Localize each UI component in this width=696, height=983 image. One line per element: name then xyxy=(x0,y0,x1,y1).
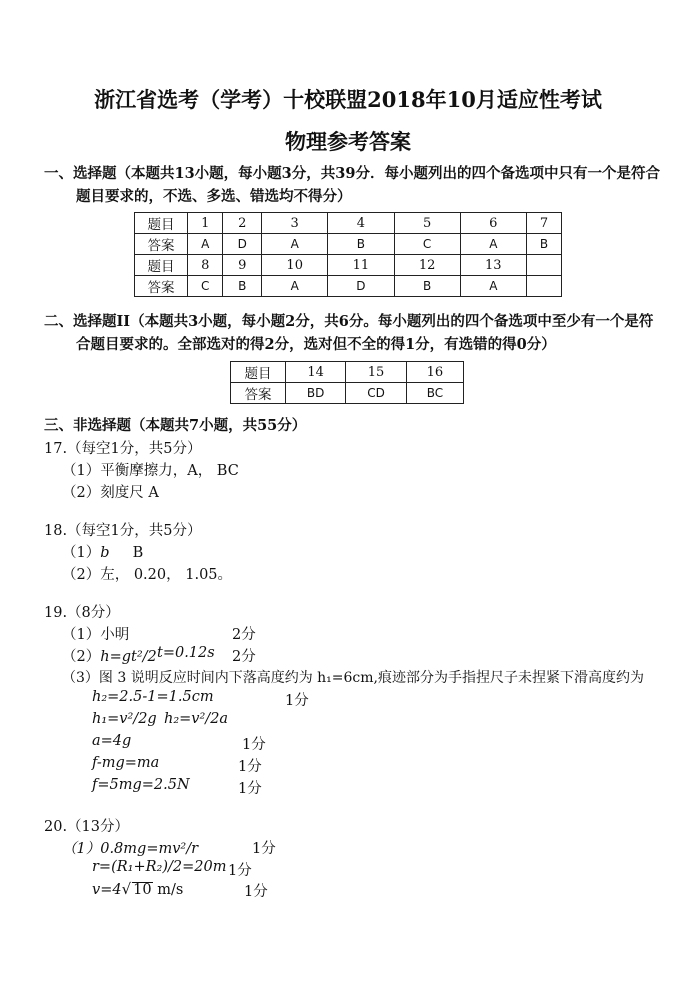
q20-line3-score: 1分 xyxy=(244,884,268,900)
q19-formula-h: h=gt²/2 xyxy=(100,649,157,665)
answer-cell: B xyxy=(328,234,394,255)
question-number: 9 xyxy=(223,255,262,276)
question-number: 5 xyxy=(394,213,460,234)
question-number: 10 xyxy=(262,255,328,276)
answer-cell: A xyxy=(262,234,328,255)
section2-line2: 合题目要求的。全部选对的得2分，选对但不全的得1分，有选错的得0分） xyxy=(76,336,556,353)
table-row xyxy=(135,276,562,297)
q19-line5b xyxy=(164,711,228,727)
section3-heading: 三、非选择题（本题共7小题，共55分） xyxy=(44,417,307,434)
question-number: 6 xyxy=(460,213,526,234)
answer-cell: CD xyxy=(346,383,407,404)
q20-line2-text: r=(R₁+R₂)/2=20m xyxy=(92,859,227,875)
question-number: 7 xyxy=(526,213,561,234)
answer-cell: B xyxy=(526,234,561,255)
q19-line3: （3）图 3 说明反应时间内下落高度约为 h₁=6cm,痕迹部分为手指捏尺子未捏紧下滑高度约为 xyxy=(62,670,644,686)
answer-cell: BC xyxy=(406,383,463,404)
answer-cell xyxy=(526,276,561,297)
table-row xyxy=(135,213,562,234)
question-number: 1 xyxy=(188,213,223,234)
question-number: 2 xyxy=(223,213,262,234)
q18-line2: （2）左， 0.20， 1.05。 xyxy=(62,567,233,583)
q19-line8-text: f=5mg=2.5N xyxy=(92,777,190,793)
q18-line1-answer: B xyxy=(109,545,144,561)
q19-line5a-text: h₁=v²/2g xyxy=(92,711,157,727)
question-number: 11 xyxy=(328,255,394,276)
row-label: 答案 xyxy=(135,276,188,297)
q19-line5b-text: h₂=v²/2a xyxy=(164,711,229,727)
q18-head: 18.（每空1分，共5分） xyxy=(44,523,202,539)
q19-line1: （1）小明 xyxy=(62,627,130,643)
sqrt-icon: √ xyxy=(121,880,132,898)
answer-cell: C xyxy=(394,234,460,255)
q19-line2-score: 2分 xyxy=(232,649,256,665)
answer-table-1 xyxy=(134,212,562,297)
table-row xyxy=(231,383,464,404)
q20-line2-score: 1分 xyxy=(228,863,252,879)
q19-line7 xyxy=(92,755,159,771)
q19-line4 xyxy=(92,689,214,705)
answer-cell: A xyxy=(188,234,223,255)
q20-line2 xyxy=(92,859,226,875)
question-number: 8 xyxy=(188,255,223,276)
q18-line1 xyxy=(62,541,143,562)
q20-line3 xyxy=(92,880,183,898)
q19-formula-t-text: t=0.12s xyxy=(157,645,215,661)
q18-line1-prefix: （1） xyxy=(62,545,101,561)
section1-line2: 题目要求的，不选、多选、错选均不得分） xyxy=(76,188,352,205)
q19-line6-text: a=4g xyxy=(92,733,132,749)
answer-cell: BD xyxy=(286,383,346,404)
row-label: 题目 xyxy=(135,213,188,234)
table-row xyxy=(135,255,562,276)
document-title: 浙江省选考（学考）十校联盟2018年10月适应性考试 xyxy=(94,87,602,112)
answer-cell: A xyxy=(262,276,328,297)
q20-line3-unit: m/s xyxy=(152,882,184,898)
question-number: 14 xyxy=(286,362,346,383)
q17-line1: （1）平衡摩擦力，A， BC xyxy=(62,463,239,479)
q19-formula-t xyxy=(157,645,215,661)
q19-line2 xyxy=(62,645,157,666)
q19-line2-prefix: （2） xyxy=(62,649,101,665)
question-number: 16 xyxy=(406,362,463,383)
q19-head: 19.（8分） xyxy=(44,605,120,621)
q19-line1-score: 2分 xyxy=(232,627,256,643)
answer-cell: A xyxy=(460,234,526,255)
q19-line8-score: 1分 xyxy=(238,781,262,797)
answer-cell: C xyxy=(188,276,223,297)
q19-line6-score: 1分 xyxy=(242,737,266,753)
section2-line1: 二、选择题II（本题共3小题，每小题2分，共6分。每小题列出的四个备选项中至少有一个是符 xyxy=(44,313,654,330)
q19-line5a xyxy=(92,711,157,727)
answer-table-2 xyxy=(230,361,464,404)
row-label: 题目 xyxy=(135,255,188,276)
q19-line6 xyxy=(92,733,131,749)
row-label: 答案 xyxy=(135,234,188,255)
answer-cell: A xyxy=(460,276,526,297)
q20-line1 xyxy=(62,837,198,858)
q19-line8 xyxy=(92,777,190,793)
document-subtitle: 物理参考答案 xyxy=(285,129,411,154)
question-number: 4 xyxy=(328,213,394,234)
question-number: 13 xyxy=(460,255,526,276)
q20-line3-prefix: v=4 xyxy=(92,882,122,898)
q19-line7-text: f-mg=ma xyxy=(92,755,160,771)
q18-line1-var: b xyxy=(100,545,110,561)
question-number xyxy=(526,255,561,276)
answer-cell: D xyxy=(223,234,262,255)
q17-head: 17.（每空1分，共5分） xyxy=(44,441,202,457)
q20-line3-radicand: 10 xyxy=(133,882,152,898)
answer-cell: B xyxy=(394,276,460,297)
answer-cell: D xyxy=(328,276,394,297)
question-number: 12 xyxy=(394,255,460,276)
q20-head: 20.（13分） xyxy=(44,819,130,835)
answer-cell: B xyxy=(223,276,262,297)
q17-line2: （2）刻度尺 A xyxy=(62,485,159,501)
q19-line4-text: h₂=2.5-1=1.5cm xyxy=(92,689,214,705)
question-number: 15 xyxy=(346,362,407,383)
row-label: 题目 xyxy=(231,362,286,383)
q20-line1-score: 1分 xyxy=(252,841,276,857)
q19-line4-score: 1分 xyxy=(285,693,309,709)
section1-line1: 一、选择题（本题共13小题，每小题3分，共39分．每小题列出的四个备选项中只有一个是符合 xyxy=(44,165,660,182)
q19-line7-score: 1分 xyxy=(238,759,262,775)
table-row xyxy=(231,362,464,383)
question-number: 3 xyxy=(262,213,328,234)
q20-line1-text: （1）0.8mg=mv²/r xyxy=(62,841,199,857)
row-label: 答案 xyxy=(231,383,286,404)
table-row xyxy=(135,234,562,255)
